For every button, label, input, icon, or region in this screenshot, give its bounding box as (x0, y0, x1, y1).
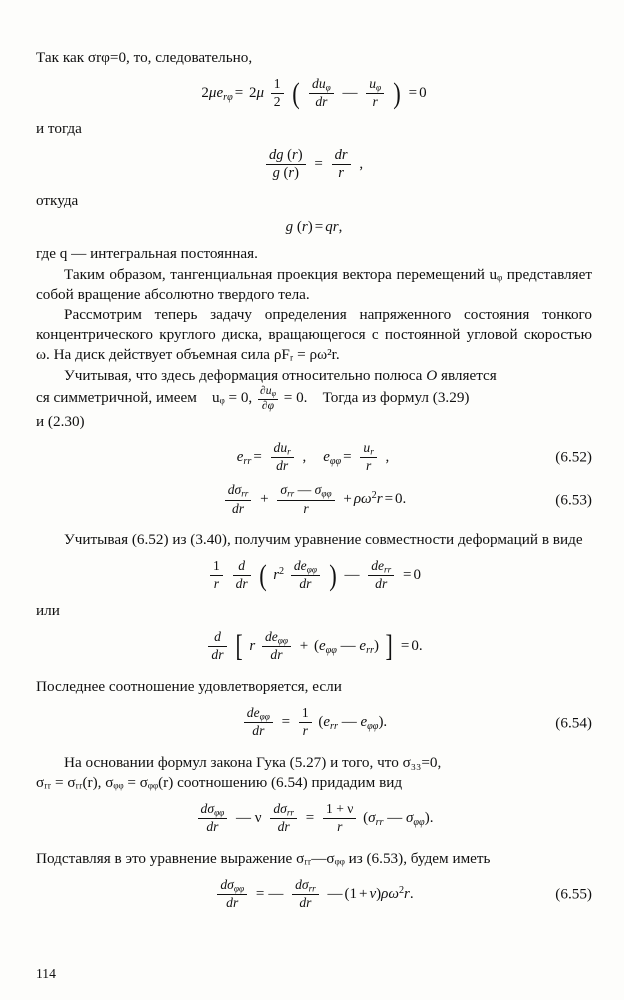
equation-number-6-52: (6.52) (555, 448, 592, 466)
paragraph-7-text-a: Учитывая, что здесь деформация относительно полюса (64, 366, 423, 384)
equation-body: $\frac{1}{r}$ $\frac{d}{dr}$ ( $r^2$ $\frac{de_{\varphi\varphi}}{dr}$ ) — $\frac{de_{rr}}{dr}$ = 0 (207, 559, 421, 592)
polus-symbol: O (426, 366, 438, 384)
paragraph-9: или (36, 602, 60, 620)
equation-number-6-54: (6.54) (555, 713, 592, 731)
sigma-relations: σᵣᵣ = σᵣᵣ(r), σᵩᵩ = σᵩᵩ(r) (36, 773, 174, 791)
equation-body: $e_{rr}$ = $\frac{du_r}{dr}$ , $e_{\varphi\varphi}$ = $\frac{u_r}{r}$ , (236, 439, 390, 474)
paragraph-2: и тогда (36, 119, 82, 137)
equation-g-qr (36, 220, 592, 235)
equation-body: $\frac{de_{\varphi\varphi}}{dr}$ = $\frac{1}{r}$ ($e_{rr}$ — $e_{\varphi\varphi}$). (241, 706, 387, 739)
paragraph-7-text-d: Тогда из формул (3.29) (322, 389, 470, 407)
equation-body: $\frac{d}{dr}$ [ r $\frac{de_{\varphi\varphi}}{dr}$ + ($e_{\varphi\varphi}$ — $e_{rr}$) ] = 0. (205, 630, 422, 663)
paragraph-7-line2 (36, 385, 592, 412)
condition-zero: = 0. (283, 389, 308, 407)
paragraph-7-line1 (36, 366, 592, 386)
equation-dg-over-g (36, 148, 592, 183)
equation-compatibility-bracket (36, 630, 592, 663)
condition-u-phi: uᵩ = 0, (212, 389, 253, 407)
paragraph-4: где q — интегральная постоянная. (36, 245, 258, 263)
paragraph-5: Таким образом, тангенциальная проекция вектора перемещений uᵩ представляет собой вращение абсолютно твердого тела. (36, 265, 592, 303)
paragraph-8: Учитывая (6.52) из (3.40), получим уравнение совместности деформаций в виде (64, 531, 583, 549)
paragraph-7-text-c: ся симметричной, имеем (36, 389, 197, 407)
paragraph-3: откуда (36, 192, 79, 210)
paragraph-10: Последнее соотношение удовлетворяется, если (36, 678, 342, 696)
equation-number-6-53: (6.53) (555, 490, 592, 508)
paragraph-11-text-b: соотношению (6.54) придадим вид (177, 773, 403, 791)
page-number: 114 (36, 966, 56, 981)
equation-body: $\frac{d\sigma_{rr}}{dr}$ + $\frac{\sigma_{rr} — \sigma_{\varphi\varphi}}{r}$ + $\rho\omega^2r = 0$. (222, 483, 407, 516)
paragraph-7-text-b: является (440, 366, 497, 384)
equation-body: $2\mu e_{r\varphi} = 2\mu$ $\frac{1}{2}$ ( $\frac{du_\varphi}{dr}$ — $\frac{u_\varphi}{r}$ ) = 0 (201, 75, 427, 110)
equation-body: $\frac{d\sigma_{\varphi\varphi}}{dr}$ — ν $\frac{d\sigma_{rr}}{dr}$ = $\frac{1 + \nu}{r}$ ($\sigma_{rr}$ — $\sigma_{\varphi\varphi}$). (195, 802, 434, 835)
paragraph-11-line2 (36, 773, 592, 793)
equation-6-54 (36, 706, 592, 739)
equation-body: $\frac{dg (r)}{g (r)}$ = $\frac{dr}{r}$ , (263, 148, 365, 183)
equation-2mu-e-rphi (36, 77, 592, 110)
equation-6-55 (36, 878, 592, 911)
inline-derivative-u-phi: $\frac{\partial u_\varphi}{\partial\varphi}$ (260, 384, 276, 412)
equation-body: g (r) = qr, (285, 219, 343, 236)
paragraph-6: Рассмотрим теперь задачу определения напряженного состояния тонкого концентрического круглого диска, вращающегося с постоянной угловой скоростью ω. На диск действует объемная сила ρFᵣ = ρω²r. (36, 306, 592, 363)
paragraph-12: Подставляя в это уравнение выражение σᵣᵣ—σᵩᵩ из (6.53), будем иметь (36, 849, 491, 867)
equation-hooke-derived (36, 802, 592, 835)
equation-6-52 (36, 441, 592, 474)
paragraph-7-line3: и (2.30) (36, 412, 85, 430)
equation-body: $\frac{d\sigma_{\varphi\varphi}}{dr}$ = — $\frac{d\sigma_{rr}}{dr}$ — $(1 + \nu)\rho\omega^2r$. (214, 878, 413, 911)
equation-6-53 (36, 483, 592, 516)
paragraph-1: Так как σ​rφ=0, то, следовательно, (36, 49, 253, 66)
paragraph-11-line1: На основании формул закона Гука (5.27) и того, что σ₃₃=0, (64, 754, 442, 772)
page-content (36, 48, 592, 920)
equation-compatibility (36, 559, 592, 592)
equation-number-6-55: (6.55) (555, 885, 592, 903)
